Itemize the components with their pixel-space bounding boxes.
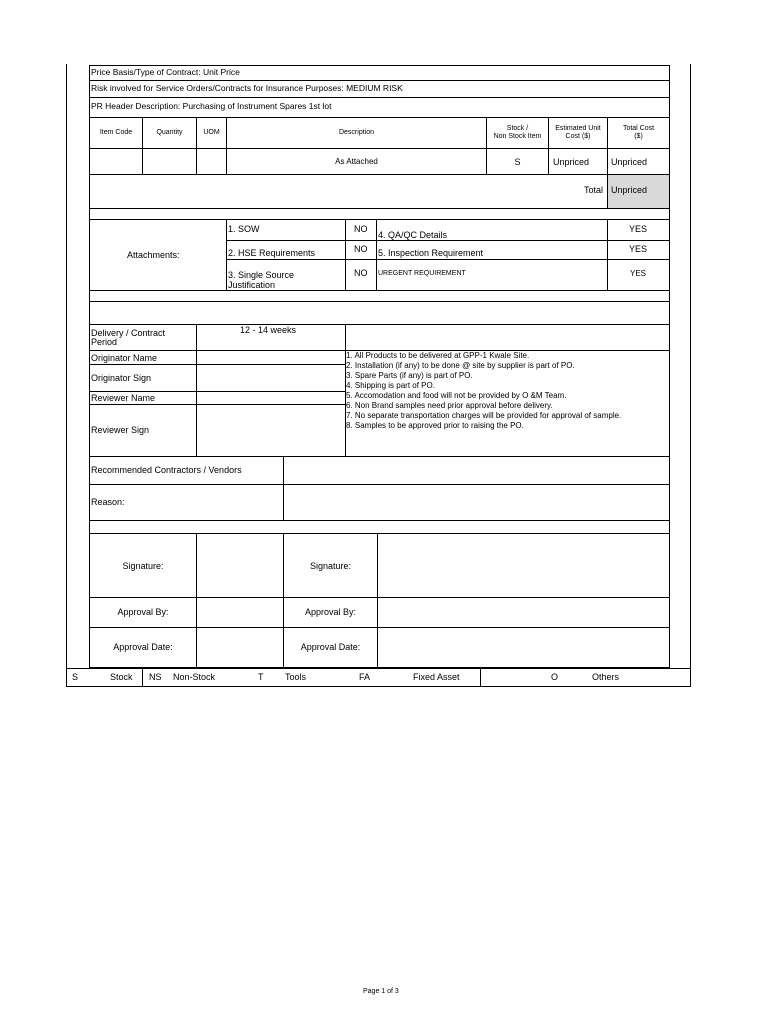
attachment-single-source: 3. Single Source bbox=[228, 270, 295, 280]
attachment-sow: 1. SOW bbox=[228, 224, 260, 234]
note-item: 8. Samples to be approved prior to raising the PO. bbox=[346, 421, 524, 430]
outer-right-border bbox=[690, 64, 691, 687]
hline bbox=[89, 65, 670, 66]
note-item: 3. Spare Parts (if any) is part of PO. bbox=[346, 371, 473, 380]
vline bbox=[480, 668, 481, 686]
attachment-urgent-value: YES bbox=[630, 269, 647, 278]
vline bbox=[607, 219, 608, 290]
attachment-inspection-value: YES bbox=[629, 244, 648, 254]
hline bbox=[89, 117, 670, 118]
row-description: As Attached bbox=[335, 157, 378, 166]
col-total-cost: Total Cost bbox=[622, 125, 655, 132]
hline bbox=[226, 240, 670, 241]
legend-s-code: S bbox=[72, 672, 79, 682]
delivery-period-label-line2: Period bbox=[91, 337, 118, 347]
reviewer-sign-label: Reviewer Sign bbox=[91, 425, 150, 435]
reason-label: Reason: bbox=[91, 497, 125, 507]
price-basis: Price Basis/Type of Contract: Unit Price bbox=[91, 67, 240, 77]
attachment-single-source-value: NO bbox=[354, 268, 368, 278]
attachment-single-source-line2: Justification bbox=[228, 280, 276, 290]
approval-by-label-1: Approval By: bbox=[117, 607, 169, 617]
col-quantity: Quantity bbox=[156, 129, 183, 136]
hline bbox=[89, 97, 670, 98]
hline bbox=[89, 533, 670, 534]
vline bbox=[196, 533, 197, 667]
hline bbox=[66, 668, 691, 669]
table-right-border bbox=[669, 65, 670, 668]
col-stock: Stock / bbox=[506, 125, 529, 132]
vline bbox=[376, 219, 377, 290]
table-left-border bbox=[89, 65, 90, 668]
hline bbox=[89, 484, 670, 485]
hline bbox=[89, 627, 670, 628]
hline bbox=[89, 520, 670, 521]
vline bbox=[226, 219, 227, 290]
hline bbox=[89, 301, 670, 302]
reviewer-name-label: Reviewer Name bbox=[91, 393, 156, 403]
vline bbox=[196, 324, 197, 456]
recommended-vendors-label: Recommended Contractors / Vendors bbox=[91, 465, 242, 475]
vline bbox=[283, 456, 284, 520]
hline bbox=[89, 148, 670, 149]
row-total-cost: Unpriced bbox=[611, 157, 648, 167]
vline bbox=[142, 117, 143, 174]
legend-ns-code: NS bbox=[149, 672, 162, 682]
note-item: 4. Shipping is part of PO. bbox=[346, 381, 435, 390]
hline bbox=[89, 219, 670, 220]
legend-ns-label: Non-Stock bbox=[173, 672, 216, 682]
hline bbox=[89, 174, 670, 175]
approval-date-label-1: Approval Date: bbox=[113, 642, 173, 652]
note-item: 1. All Products to be delivered at GPP-1 Kwale Site. bbox=[346, 351, 530, 360]
col-total-cost-line2: ($) bbox=[634, 133, 643, 140]
hline bbox=[89, 597, 670, 598]
total-value: Unpriced bbox=[611, 185, 648, 195]
row-estimated-cost: Unpriced bbox=[553, 157, 590, 167]
legend-fa-label: Fixed Asset bbox=[413, 672, 460, 682]
note-item: 2. Installation (if any) to be done @ site by supplier is part of PO. bbox=[346, 361, 575, 370]
risk-level: Risk involved for Service Orders/Contracts for Insurance Purposes: MEDIUM RISK bbox=[91, 83, 403, 93]
note-item: 7. No separate transportation charges will be provided for approval of sample. bbox=[346, 411, 622, 420]
attachment-qaqc-value: YES bbox=[629, 224, 648, 234]
attachment-urgent: UREGENT REQUIREMENT bbox=[378, 270, 466, 277]
note-item: 5. Accomodation and food will not be provided by O &M Team. bbox=[346, 391, 567, 400]
attachment-hse: 2. HSE Requirements bbox=[228, 248, 316, 258]
page-number: Page 1 of 3 bbox=[363, 988, 399, 995]
originator-name-label: Originator Name bbox=[91, 353, 158, 363]
hline bbox=[66, 686, 691, 687]
total-label: Total bbox=[584, 185, 604, 195]
legend-t-code: T bbox=[258, 672, 264, 682]
legend-s-label: Stock bbox=[110, 672, 133, 682]
vline bbox=[345, 219, 346, 290]
vline bbox=[142, 668, 143, 686]
vline bbox=[345, 324, 346, 456]
hline bbox=[89, 80, 670, 81]
outer-left-border bbox=[66, 64, 67, 687]
delivery-period-value: 12 - 14 weeks bbox=[240, 325, 297, 335]
approval-by-label-2: Approval By: bbox=[304, 607, 357, 617]
attachment-qaqc: 4. QA/QC Details bbox=[378, 230, 448, 240]
attachment-inspection: 5. Inspection Requirement bbox=[378, 248, 484, 258]
hline bbox=[89, 324, 670, 325]
vline bbox=[196, 117, 197, 174]
legend-t-label: Tools bbox=[285, 672, 307, 682]
originator-sign-label: Originator Sign bbox=[91, 373, 152, 383]
approval-date-label-2: Approval Date: bbox=[300, 642, 361, 652]
hline bbox=[89, 208, 670, 209]
legend-o-label: Others bbox=[592, 672, 620, 682]
legend-o-code: O bbox=[551, 672, 559, 682]
col-uom: UOM bbox=[203, 129, 220, 136]
col-description: Description bbox=[338, 129, 374, 136]
col-estimated-cost: Estimated Unit bbox=[555, 125, 601, 132]
hline bbox=[89, 290, 670, 291]
attachment-sow-value: NO bbox=[354, 224, 368, 234]
note-item: 6. Non Brand samples need prior approval before delivery. bbox=[346, 401, 553, 410]
signature-label-2: Signature: bbox=[309, 561, 352, 571]
attachment-hse-value: NO bbox=[354, 244, 368, 254]
col-item-code: Item Code bbox=[99, 129, 133, 136]
legend-fa-code: FA bbox=[359, 672, 371, 682]
hline bbox=[89, 404, 345, 405]
vline bbox=[377, 533, 378, 667]
col-stock-line2: Non Stock Item bbox=[493, 133, 542, 140]
hline bbox=[89, 364, 345, 365]
delivery-period-label: Delivery / Contract bbox=[91, 328, 166, 338]
signature-label-1: Signature: bbox=[122, 561, 164, 571]
attachments-label: Attachments: bbox=[127, 250, 180, 260]
row-stock: S bbox=[514, 157, 521, 167]
col-estimated-cost-line2: Cost ($) bbox=[565, 133, 591, 140]
hline bbox=[89, 456, 670, 457]
hline bbox=[89, 391, 345, 392]
pr-header-description: PR Header Description: Purchasing of Instrument Spares 1st lot bbox=[91, 101, 332, 111]
hline bbox=[226, 259, 670, 260]
